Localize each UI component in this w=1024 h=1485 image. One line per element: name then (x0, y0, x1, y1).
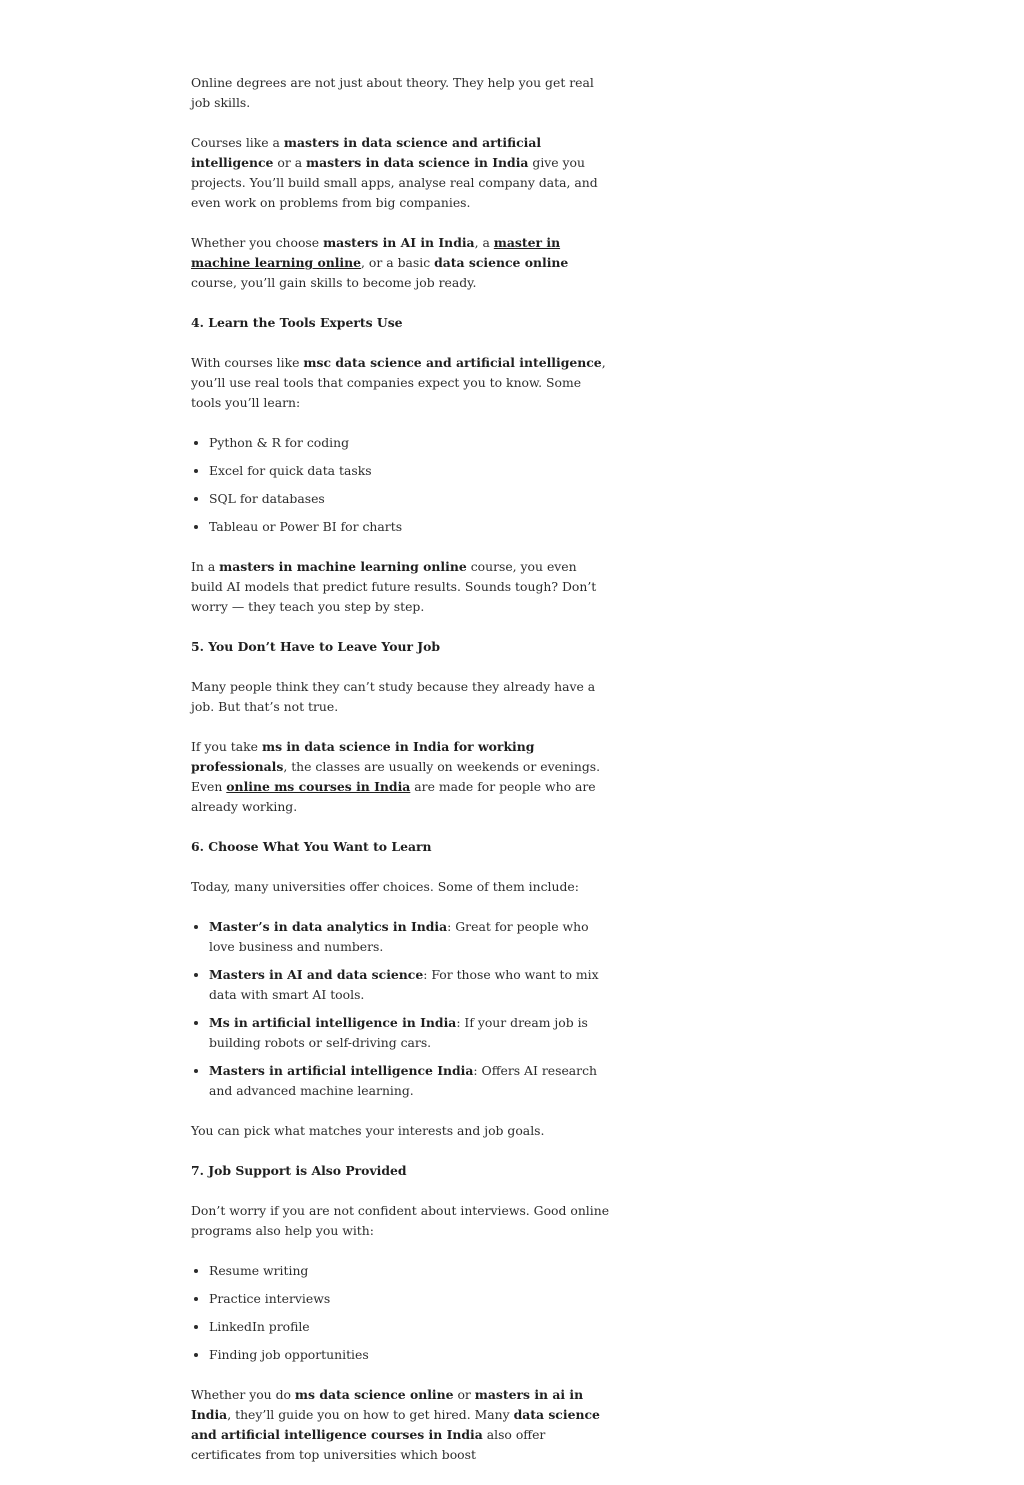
section-heading-job: 5. You Don’t Have to Leave Your Job (191, 639, 441, 654)
bold-term: ms data science online (294, 1387, 454, 1402)
paragraph-job-ready: Whether you choose masters in AI in India, a master in machine learning online, or a basic data science online course, you’ll gain skills to become job ready. (191, 235, 569, 290)
paragraph-pick: You can pick what matches your interests and job goals. (191, 1123, 545, 1138)
link-online-ms-courses-india[interactable]: online ms courses in India (226, 779, 411, 794)
list-item: • Masters in AI and data science: For those who want to mix data with smart AI tools. (209, 965, 611, 1005)
list-item: • Tableau or Power BI for charts (209, 517, 611, 537)
paragraph-projects: Courses like a masters in data science and artificial intelligence or a masters in data science in India give you projects. You’ll build small apps, analyse real company data, and even work on problems from big companies. (191, 135, 598, 210)
bold-term: masters in machine learning online (219, 559, 467, 574)
paragraph-interviews: Don’t worry if you are not confident about interviews. Good online programs also help you with: (191, 1203, 610, 1238)
section-heading-support: 7. Job Support is Also Provided (191, 1163, 407, 1178)
bold-term: masters in ai in India (191, 1387, 584, 1422)
paragraph-intro: Online degrees are not just about theory. They help you get real job skills. (191, 75, 594, 110)
support-list (191, 1261, 611, 1365)
list-item: • Excel for quick data tasks (209, 461, 611, 481)
section-heading-tools: 4. Learn the Tools Experts Use (191, 315, 403, 330)
bold-term: msc data science and artificial intelligence (303, 355, 602, 370)
section-heading-choose: 6. Choose What You Want to Learn (191, 839, 432, 854)
choices-list (191, 917, 611, 1101)
link-master-machine-learning-online[interactable]: master in machine learning online (191, 235, 561, 270)
list-item: • SQL for databases (209, 489, 611, 509)
paragraph-ml-models: In a masters in machine learning online course, you even build AI models that predict future results. Sounds tough? Don’t worry — they teach you step by step. (191, 559, 597, 614)
paragraph-study-job: Many people think they can’t study because they already have a job. But that’s not true. (191, 679, 596, 714)
article-body (191, 73, 611, 1485)
bold-term: masters in AI in India (323, 235, 475, 250)
list-item: • Resume writing (209, 1261, 611, 1281)
paragraph-get-hired: Whether you do ms data science online or masters in ai in India, they’ll guide you on how to get hired. Many data science and artificial intelligence courses in India also offer certificates from top universities which boost (191, 1387, 600, 1462)
list-item: • Masters in artificial intelligence India: Offers AI research and advanced machine learning. (209, 1061, 611, 1101)
list-item: • Python & R for coding (209, 433, 611, 453)
list-item: • Master’s in data analytics in India: Great for people who love business and numbers. (209, 917, 611, 957)
bold-term: data science and artificial intelligence courses in India (191, 1407, 600, 1442)
paragraph-choices: Today, many universities offer choices. Some of them include: (191, 879, 579, 894)
bold-term: masters in data science in India (306, 155, 529, 170)
paragraph-tools: With courses like msc data science and artificial intelligence, you’ll use real tools that companies expect you to know. Some tools you’ll learn: (191, 355, 606, 410)
list-item: • Finding job opportunities (209, 1345, 611, 1365)
bold-term: masters in data science and artificial intelligence (191, 135, 542, 170)
list-item: • Practice interviews (209, 1289, 611, 1309)
list-item: • Ms in artificial intelligence in India: If your dream job is building robots or self-driving cars. (209, 1013, 611, 1053)
bold-term: data science online (434, 255, 569, 270)
tools-list (191, 433, 611, 537)
bold-term: ms in data science in India for working professionals (191, 739, 535, 774)
paragraph-working-professionals: If you take ms in data science in India for working professionals, the classes are usually on weekends or evenings. Even online ms courses in India are made for people who are already working. (191, 739, 601, 814)
list-item: • LinkedIn profile (209, 1317, 611, 1337)
